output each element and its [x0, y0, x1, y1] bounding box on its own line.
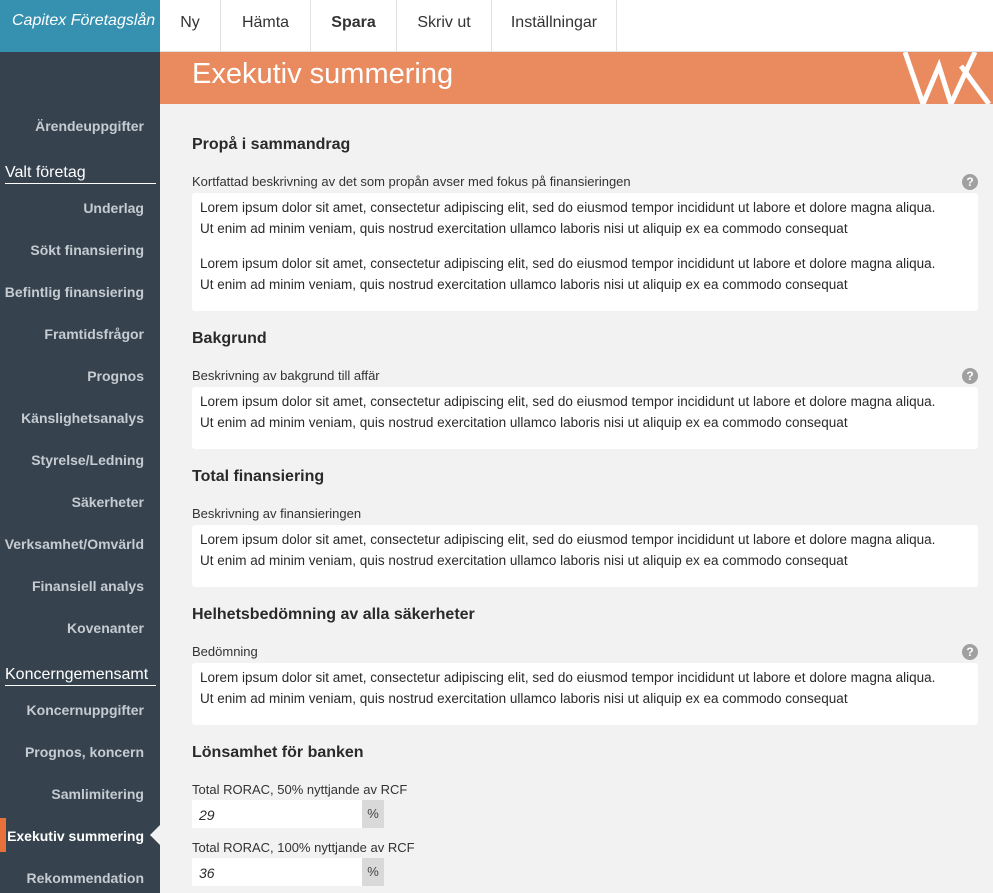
summary-field-label: Kortfattad beskrivning av det som propån avser med fokus på finansieringen	[192, 174, 631, 189]
sidebar	[0, 52, 160, 893]
sidebar-item-exekutiv-summering[interactable]: Exekutiv summering	[7, 828, 144, 844]
rorac50-label: Total RORAC, 50% nyttjande av RCF	[192, 782, 408, 797]
financing-text: Lorem ipsum dolor sit amet, consectetur adipiscing elit, sed do eiusmod tempor incididunt ut labore et dolore magna aliqua. Ut enim ad minim veniam, quis nostrud exercitation ullamco laboris nisi ut aliquip ex ea commodo consequat	[200, 532, 936, 568]
sidebar-item-arendeuppgifter[interactable]: Ärendeuppgifter	[35, 118, 144, 134]
summary-textarea[interactable]	[192, 193, 978, 311]
section-heading-assessment: Helhetsbedömning av alla säkerheter	[192, 606, 475, 623]
assessment-field-label: Bedömning	[192, 644, 258, 659]
background-field-label: Beskrivning av bakgrund till affär	[192, 368, 380, 383]
tab-spara[interactable]: Spara	[311, 0, 397, 52]
sidebar-active-caret	[150, 825, 160, 845]
section-heading-summary: Propå i sammandrag	[192, 136, 351, 153]
background-text: Lorem ipsum dolor sit amet, consectetur adipiscing elit, sed do eiusmod tempor incididunt ut labore et dolore magna aliqua. Ut enim ad minim veniam, quis nostrud exercitation ullamco laboris nisi ut aliquip ex ea commodo consequat	[200, 394, 936, 430]
tab-installningar[interactable]: Inställningar	[492, 0, 617, 52]
rorac50-unit: %	[362, 800, 384, 828]
app-logo[interactable]: Capitex Företagslån	[0, 0, 160, 52]
financing-textarea[interactable]	[192, 525, 978, 587]
help-icon[interactable]: ?	[962, 174, 978, 190]
tab-skriv-ut[interactable]: Skriv ut	[397, 0, 492, 52]
sidebar-item-samlimitering[interactable]: Samlimitering	[51, 786, 144, 802]
section-heading-financing: Total finansiering	[192, 468, 325, 485]
sidebar-item-rekommendation[interactable]: Rekommendation	[26, 870, 144, 886]
sidebar-item-kovenanter[interactable]: Kovenanter	[66, 620, 144, 636]
sidebar-item-kanslighetsanalys[interactable]: Känslighetsanalys	[21, 410, 144, 426]
sidebar-item-sakerheter[interactable]: Säkerheter	[71, 494, 144, 510]
sidebar-item-prognos[interactable]: Prognos	[87, 368, 144, 384]
top-nav	[160, 0, 993, 52]
sidebar-item-befintlig-finansiering[interactable]: Befintlig finansiering	[4, 284, 144, 300]
main-content	[160, 52, 993, 893]
section-heading-background: Bakgrund	[192, 330, 267, 347]
brand-logo-deco	[903, 52, 993, 104]
sidebar-item-sokt-finansiering[interactable]: Sökt finansiering	[30, 242, 144, 258]
sidebar-section-koncerngemensamt: Koncerngemensamt	[5, 666, 156, 686]
sidebar-item-finansiell-analys[interactable]: Finansiell analys	[31, 578, 144, 594]
sidebar-item-styrelse-ledning[interactable]: Styrelse/Ledning	[31, 452, 144, 468]
help-icon[interactable]: ?	[962, 368, 978, 384]
summary-paragraph-1: Lorem ipsum dolor sit amet, consectetur adipiscing elit, sed do eiusmod tempor incididunt ut labore et dolore magna aliqua. Ut enim ad minim veniam, quis nostrud exercitation ullamco laboris nisi ut aliquip ex ea commodo consequat	[200, 200, 936, 236]
sidebar-item-prognos-koncern[interactable]: Prognos, koncern	[24, 744, 144, 760]
tab-ny[interactable]: Ny	[160, 0, 221, 52]
rorac100-unit: %	[362, 858, 384, 886]
assessment-text: Lorem ipsum dolor sit amet, consectetur adipiscing elit, sed do eiusmod tempor incididunt ut labore et dolore magna aliqua. Ut enim ad minim veniam, quis nostrud exercitation ullamco laboris nisi ut aliquip ex ea commodo consequat	[200, 670, 936, 706]
financing-field-label: Beskrivning av finansieringen	[192, 506, 362, 521]
tab-hamta[interactable]: Hämta	[221, 0, 311, 52]
sidebar-item-koncernuppgifter[interactable]: Koncernuppgifter	[26, 702, 144, 718]
rorac50-input[interactable]: 29	[192, 800, 362, 828]
sidebar-active-indicator	[0, 818, 6, 852]
sidebar-section-valt-foretag: Valt företag	[5, 164, 156, 184]
summary-paragraph-2: Lorem ipsum dolor sit amet, consectetur adipiscing elit, sed do eiusmod tempor incididunt ut labore et dolore magna aliqua. Ut enim ad minim veniam, quis nostrud exercitation ullamco laboris nisi ut aliquip ex ea commodo consequat	[200, 256, 936, 292]
sidebar-item-framtidsfragor[interactable]: Framtidsfrågor	[44, 326, 144, 342]
help-icon[interactable]: ?	[962, 644, 978, 660]
page-banner	[160, 52, 993, 104]
rorac100-input[interactable]: 36	[192, 858, 362, 886]
sidebar-item-verksamhet-omvarld[interactable]: Verksamhet/Omvärld	[4, 536, 144, 552]
background-textarea[interactable]	[192, 387, 978, 449]
section-heading-profitability: Lönsamhet för banken	[192, 744, 364, 761]
rorac100-label: Total RORAC, 100% nyttjande av RCF	[192, 840, 415, 855]
sidebar-item-underlag[interactable]: Underlag	[83, 200, 144, 216]
page-title: Exekutiv summering	[192, 58, 454, 90]
assessment-textarea[interactable]	[192, 663, 978, 725]
